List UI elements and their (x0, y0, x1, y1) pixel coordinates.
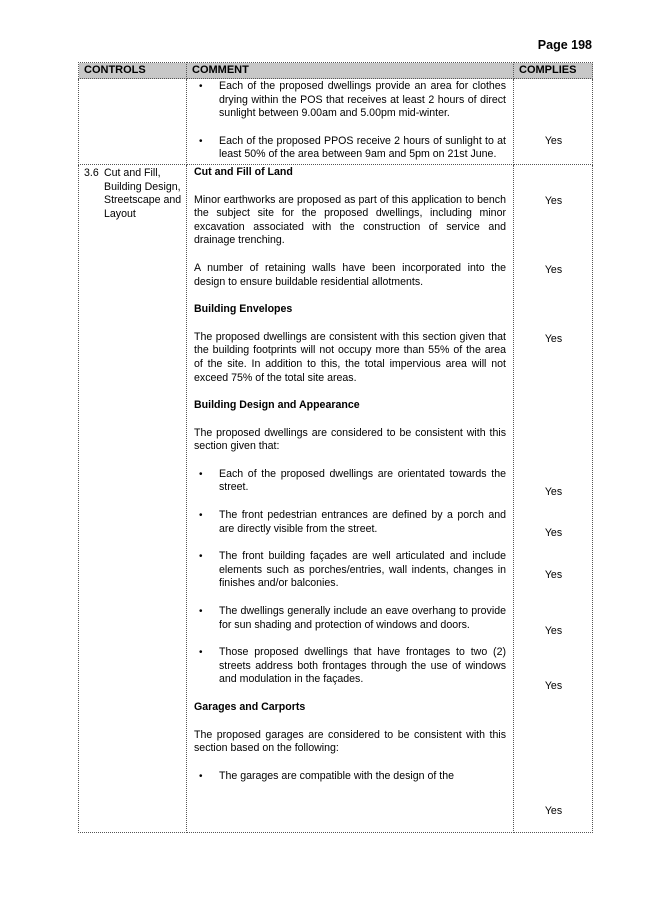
header-comment: COMMENT (187, 63, 514, 79)
complies-value: Yes (544, 679, 563, 692)
bullet-icon: • (199, 510, 203, 522)
complies-cell (514, 79, 593, 165)
controls-cell (79, 164, 187, 832)
table-row (79, 79, 593, 165)
bullet-icon: • (199, 647, 203, 659)
complies-cell (514, 164, 593, 832)
header-controls: CONTROLS (79, 63, 187, 79)
paragraph: Minor earthworks are proposed as part of this application to bench the subject site for the proposed dwellings, including minor excavation associated with the construction of service and drainage trenching. (194, 193, 506, 247)
paragraph: The proposed garages are considered to be consistent with this section based on the following: (194, 728, 506, 755)
complies-value: Yes (544, 135, 563, 147)
controls-cell-empty (79, 79, 187, 165)
list-item: • The front building façades are well articulated and include elements such as porches/entries, wall indents, changes in finishes and/or balconies. (194, 550, 506, 591)
controls-table (78, 62, 593, 833)
list-item: • The dwellings generally include an eave overhang to provide for sun shading and protection of windows and doors. (194, 605, 506, 632)
bullet-icon: • (199, 468, 203, 480)
list-item: • Each of the proposed dwellings provide an area for clothes drying within the POS that receives at least 2 hours of direct sunlight between 9.00am and 5.00pm mid-winter. (194, 80, 506, 121)
comment-cell (187, 164, 514, 832)
paragraph: A number of retaining walls have been incorporated into the design to ensure buildable residential allotments. (194, 261, 506, 288)
complies-value: Yes (544, 526, 563, 539)
list-item: • Each of the proposed dwellings are orientated towards the street. (194, 468, 506, 495)
comment-cell (187, 79, 514, 165)
bullet-icon: • (199, 606, 203, 618)
control-title: Cut and Fill, Building Design, Streetscape and Layout (104, 166, 182, 220)
bullet-icon: • (199, 81, 203, 92)
bullet-icon: • (199, 770, 203, 782)
section-heading: Building Envelopes (194, 303, 293, 316)
list-item: • Each of the proposed PPOS receive 2 hours of sunlight to at least 50% of the area between 9am and 5pm on 21st June. (194, 135, 506, 162)
bullet-icon: • (199, 551, 203, 563)
section-heading: Cut and Fill of Land (194, 165, 293, 178)
table-header-row (79, 63, 593, 79)
list-item: • The front pedestrian entrances are defined by a porch and are directly visible from the street. (194, 509, 506, 536)
complies-value: Yes (544, 568, 563, 581)
complies-value: Yes (544, 485, 563, 498)
paragraph: The proposed dwellings are consistent with this section given that the building footprints will not occupy more than 55% of the area of the site. In addition to this, the total impervious area will not exceed 75% of the total site areas. (194, 330, 506, 384)
complies-value: Yes (544, 624, 563, 637)
paragraph: The proposed dwellings are considered to be consistent with this section given that: (194, 426, 506, 453)
bullet-icon: • (199, 135, 203, 147)
list-item: • The garages are compatible with the design of the (194, 770, 506, 784)
header-complies: COMPLIES (514, 63, 593, 79)
table-row (79, 164, 593, 832)
complies-value: Yes (544, 263, 563, 276)
control-number: 3.6 (84, 166, 99, 179)
complies-value: Yes (544, 332, 563, 345)
page-number: Page 198 (537, 38, 592, 52)
complies-value: Yes (544, 194, 563, 207)
complies-value: Yes (544, 804, 563, 817)
section-heading: Building Design and Appearance (194, 399, 360, 412)
section-heading: Garages and Carports (194, 701, 306, 713)
list-item: • Those proposed dwellings that have frontages to two (2) streets address both frontages through the use of windows and modulation in the façades. (194, 646, 506, 687)
